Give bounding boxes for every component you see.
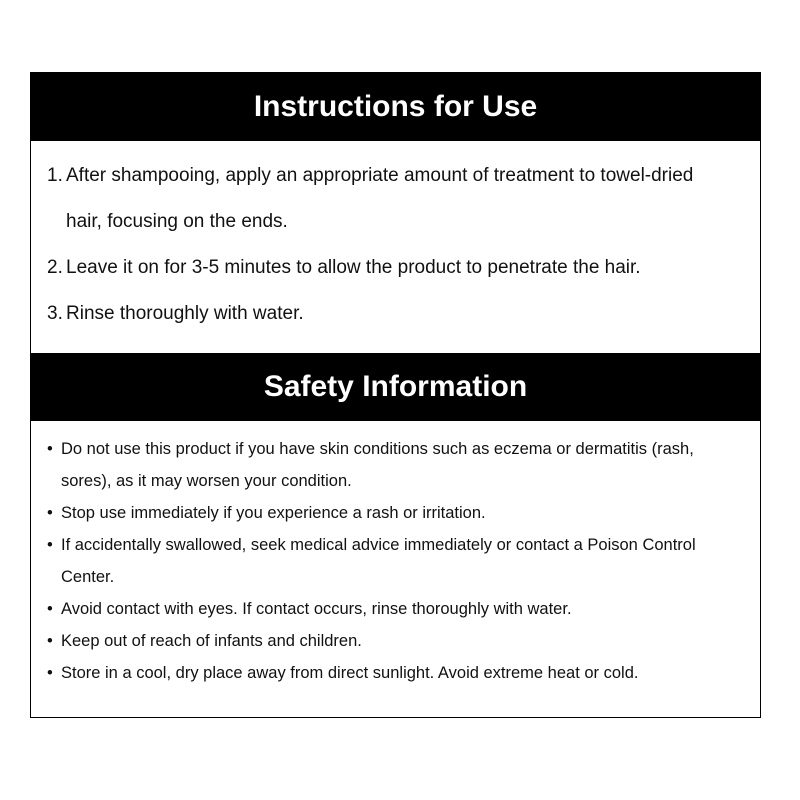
list-item (47, 497, 760, 529)
bullet: • (47, 632, 53, 650)
item-text: Leave it on for 3-5 minutes to allow the product to penetrate the hair. (66, 257, 641, 278)
bullet: • (47, 536, 53, 554)
safety-list (31, 421, 760, 689)
safety-heading: Safety Information (31, 353, 760, 421)
bullet: • (47, 600, 53, 618)
bullet: • (47, 440, 53, 458)
item-text: Avoid contact with eyes. If contact occurs, rinse thoroughly with water. (61, 600, 572, 618)
instructions-heading: Instructions for Use (31, 73, 760, 141)
list-item (47, 529, 760, 593)
safety-section (31, 353, 760, 689)
list-item (47, 291, 760, 337)
item-text: If accidentally swallowed, seek medical advice immediately or contact a Poison Control Center. (61, 536, 696, 586)
item-text: Keep out of reach of infants and children. (61, 632, 362, 650)
item-text: Do not use this product if you have skin conditions such as eczema or dermatitis (rash, sores), as it may worsen your condition. (61, 440, 694, 490)
bullet: • (47, 504, 53, 522)
label-panel (30, 72, 761, 718)
instructions-list (31, 141, 760, 337)
item-number: 1. (47, 165, 63, 186)
list-item (47, 153, 760, 245)
item-number: 2. (47, 257, 63, 278)
item-text: Stop use immediately if you experience a rash or irritation. (61, 504, 486, 522)
item-number: 3. (47, 303, 63, 324)
list-item (47, 593, 760, 625)
list-item (47, 657, 760, 689)
item-text: Rinse thoroughly with water. (66, 303, 304, 324)
list-item (47, 433, 760, 497)
bullet: • (47, 664, 53, 682)
list-item (47, 625, 760, 657)
list-item (47, 245, 760, 291)
item-text: Store in a cool, dry place away from direct sunlight. Avoid extreme heat or cold. (61, 664, 639, 682)
item-text: After shampooing, apply an appropriate amount of treatment to towel-dried hair, focusing on the ends. (66, 165, 694, 232)
